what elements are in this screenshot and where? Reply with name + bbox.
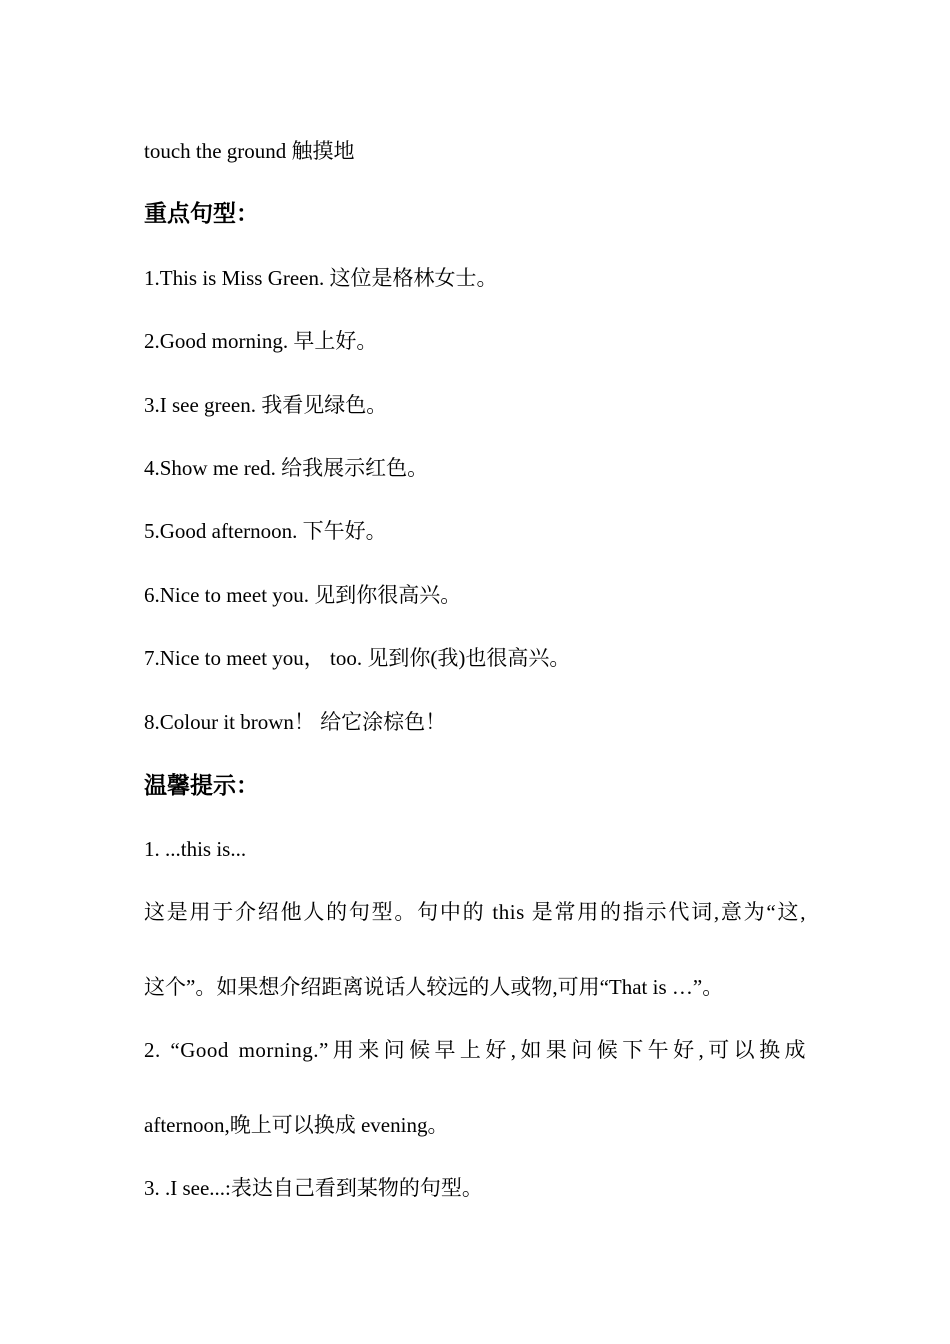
- tip-1-title: 1. ...this is...: [144, 837, 247, 861]
- sentence-item-7: 7.Nice to meet you， too. 见到你(我)也很高兴。: [144, 646, 571, 670]
- tip-1-line-1: 这是用于介绍他人的句型。句中的 this 是常用的指示代词,意为“这,: [144, 900, 806, 924]
- key-sentences-heading: 重点句型：: [144, 201, 259, 227]
- sentence-item-5: 5.Good afternoon. 下午好。: [144, 519, 387, 543]
- tip-1-line-2: 这个”。如果想介绍距离说话人较远的人或物,可用“That is …”。: [144, 975, 724, 999]
- sentence-item-2: 2.Good morning. 早上好。: [144, 329, 378, 353]
- tips-heading: 温馨提示：: [144, 773, 259, 799]
- sentence-item-3: 3.I see green. 我看见绿色。: [144, 393, 388, 417]
- sentence-item-4: 4.Show me red. 给我展示红色。: [144, 456, 429, 480]
- sentence-item-1: 1.This is Miss Green. 这位是格林女士。: [144, 266, 498, 290]
- sentence-item-8: 8.Colour it brown！ 给它涂棕色！: [144, 710, 447, 734]
- vocab-line: touch the ground 触摸地: [144, 139, 355, 163]
- sentence-item-6: 6.Nice to meet you. 见到你很高兴。: [144, 583, 462, 607]
- tip-2-line-2: afternoon,晚上可以换成 evening。: [144, 1113, 449, 1137]
- tip-2-line-1: 2. “Good morning.”用来问候早上好,如果问候下午好,可以换成: [144, 1038, 806, 1062]
- tip-3-line-1: 3. .I see...:表达自己看到某物的句型。: [144, 1176, 483, 1200]
